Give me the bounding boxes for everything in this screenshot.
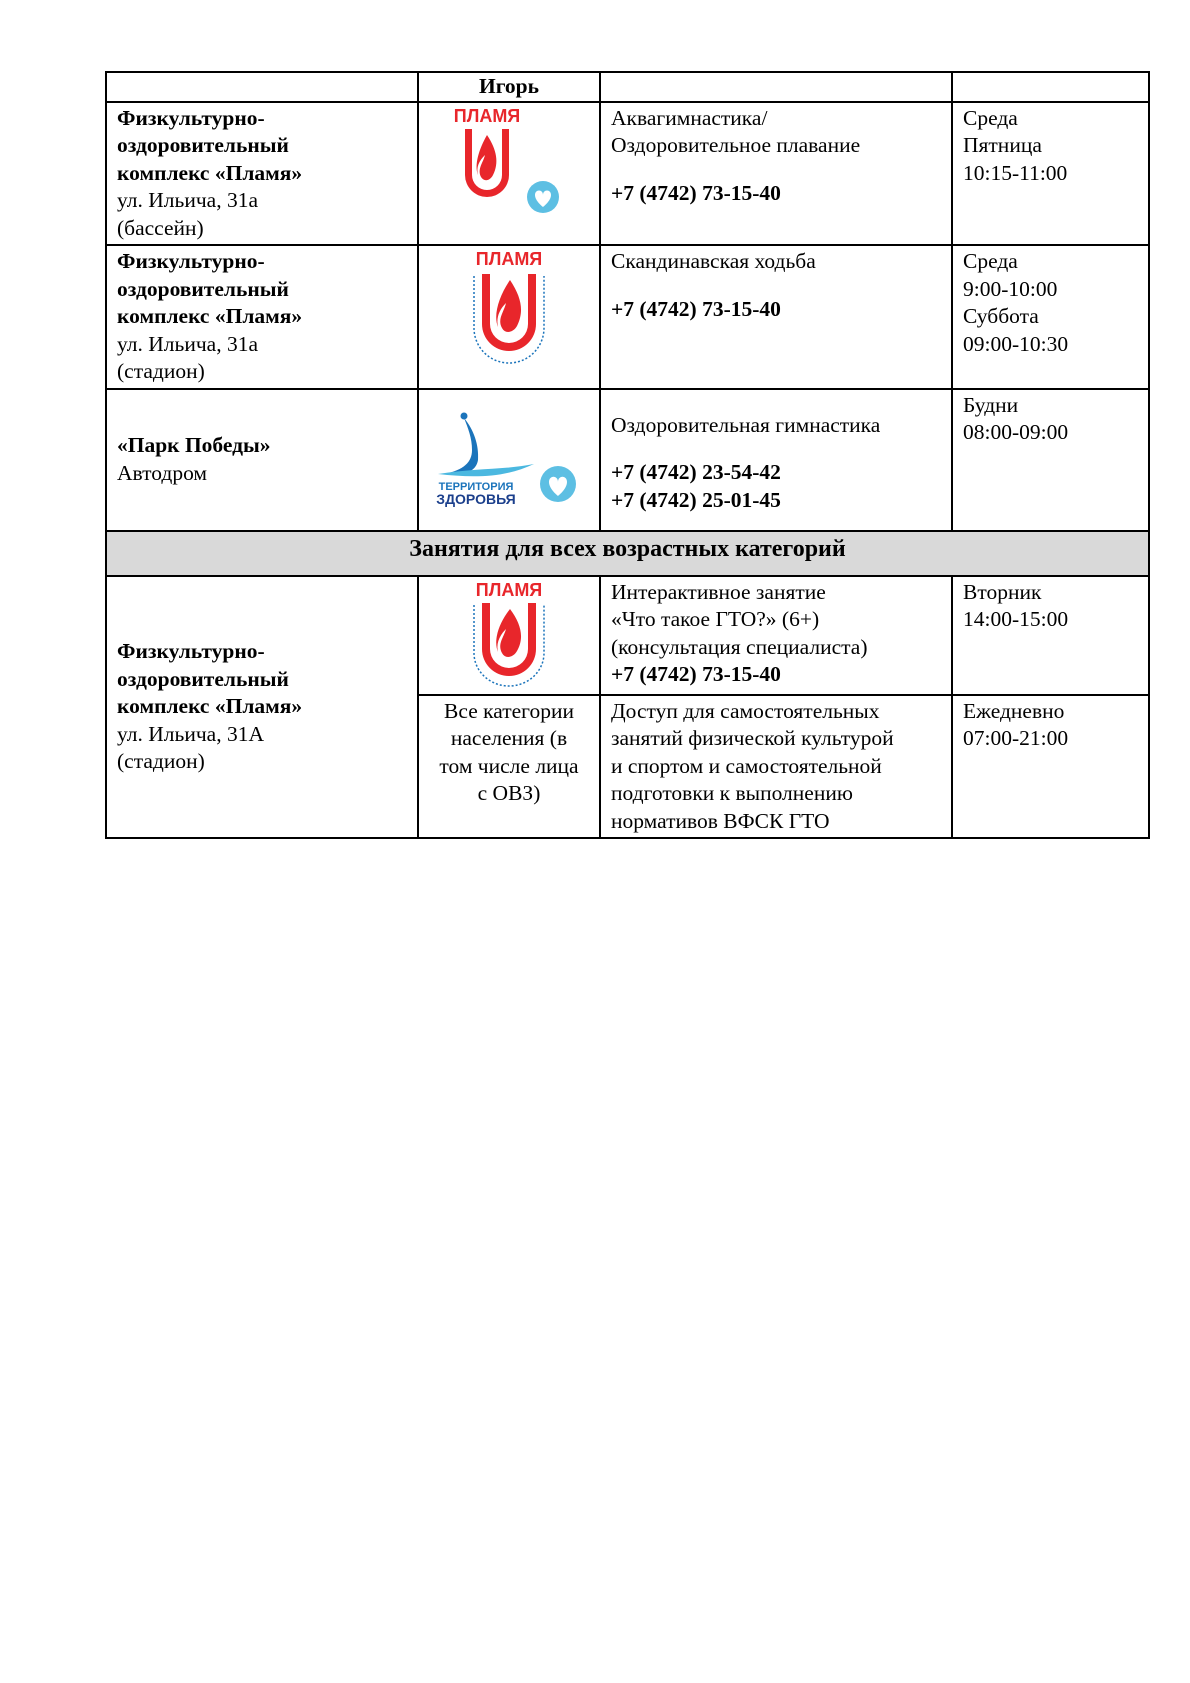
venue-cell (106, 389, 418, 531)
schedule-line: 09:00-10:30 (963, 331, 1069, 356)
table-row (106, 102, 1149, 246)
venue-cell (106, 576, 418, 839)
schedule-cell (952, 695, 1149, 839)
audience-line: том числе лица (439, 753, 579, 778)
venue-cell (106, 245, 418, 389)
venue-name-line: Физкультурно- (117, 105, 265, 130)
schedule-cell (952, 576, 1149, 695)
activity-line: Оздоровительное плавание (611, 133, 861, 157)
schedule-line: 07:00-21:00 (963, 726, 1069, 750)
activity-cell (600, 102, 952, 246)
plamya-logo (464, 579, 554, 687)
activity-line: занятий физической культурой (611, 726, 894, 750)
table-row (106, 389, 1149, 531)
plamya-word: ПЛАМЯ (475, 249, 543, 269)
schedule-line: Пятница (963, 133, 1042, 157)
venue-address-line: ул. Ильича, 31а (117, 188, 258, 212)
schedule-cell (952, 389, 1149, 531)
flame-icon (477, 135, 497, 180)
venue-name-line: комплекс «Пламя» (117, 160, 303, 185)
schedule-line: 9:00-10:00 (963, 276, 1058, 301)
header-cell-organizer: Игорь (418, 72, 600, 102)
logo-cell (418, 102, 600, 246)
wave-shape (438, 464, 534, 476)
header-cell-schedule (952, 72, 1149, 102)
audience-line: населения (в (450, 726, 568, 750)
activity-line: Аквагимнастика/ (611, 105, 768, 130)
schedule-table (105, 71, 1150, 839)
spacer (611, 392, 941, 412)
schedule-line: 10:15-11:00 (963, 160, 1068, 185)
flame-icon (496, 280, 521, 332)
logo-cell (418, 245, 600, 389)
venue-name-line: «Парк Победы» (117, 433, 271, 457)
plamya-logo (464, 248, 554, 368)
table-row (106, 576, 1149, 695)
spacer (611, 276, 941, 296)
activity-line: нормативов ВФСК ГТО (611, 808, 830, 833)
schedule-line: Среда (963, 105, 1018, 130)
venue-address-line: ул. Ильича, 31А (117, 721, 264, 746)
audience-line: Все категории (444, 698, 574, 723)
schedule-cell (952, 245, 1149, 389)
territoriya-zdorovya-logo (434, 410, 584, 510)
venue-name-line: оздоровительный (117, 276, 289, 301)
section-row (106, 531, 1149, 576)
venue-address-line: (стадион) (117, 749, 205, 773)
spacer (611, 160, 941, 180)
schedule-cell (952, 102, 1149, 246)
table-row (106, 245, 1149, 389)
activity-cell (600, 576, 952, 695)
venue-address-line: Автодром (117, 460, 208, 485)
phone-number: +7 (4742) 25-01-45 (611, 487, 781, 512)
venue-name-line: Физкультурно- (117, 639, 265, 663)
activity-line: Оздоровительная гимнастика (611, 412, 881, 437)
plamya-word: ПЛАМЯ (475, 579, 543, 600)
activity-line: и спортом и самостоятельной (611, 753, 882, 778)
activity-line: подготовки к выполнению (611, 781, 853, 805)
venue-name-line: оздоровительный (117, 666, 289, 691)
activity-cell (600, 245, 952, 389)
venue-address-line: (бассейн) (117, 215, 204, 240)
schedule-line: Ежедневно (963, 698, 1065, 723)
plamya-logo (449, 105, 569, 225)
activity-line: «Что такое ГТО?» (6+) (611, 607, 820, 631)
venue-address-line: ул. Ильича, 31а (117, 331, 258, 356)
activity-line: Доступ для самостоятельных (611, 698, 880, 723)
activity-cell (600, 389, 952, 531)
phone-number: +7 (4742) 73-15-40 (611, 662, 781, 686)
audience-line: с ОВЗ) (477, 781, 541, 805)
phone-number: +7 (4742) 23-54-42 (611, 460, 781, 484)
venue-name-line: Физкультурно- (117, 249, 265, 273)
venue-name-line: комплекс «Пламя» (117, 304, 303, 328)
schedule-line: Среда (963, 249, 1018, 273)
venue-cell (106, 102, 418, 246)
spacer (611, 439, 941, 459)
activity-line: Интерактивное занятие (611, 579, 826, 604)
header-cell-venue (106, 72, 418, 102)
schedule-line: Будни (963, 392, 1019, 417)
gymnast-head (461, 412, 468, 419)
logo-cell (418, 389, 600, 531)
venue-name-line: оздоровительный (117, 133, 289, 157)
activity-cell (600, 695, 952, 839)
plamya-word: ПЛАМЯ (453, 105, 521, 126)
logo-text-line: ТЕРРИТОРИЯ (438, 480, 514, 493)
flame-icon (496, 609, 521, 657)
schedule-line: 14:00-15:00 (963, 607, 1069, 631)
venue-address-line: (стадион) (117, 359, 205, 383)
phone-number: +7 (4742) 73-15-40 (611, 180, 781, 205)
phone-number: +7 (4742) 73-15-40 (611, 296, 781, 321)
activity-line: Скандинавская ходьба (611, 249, 816, 273)
activity-line: (консультация специалиста) (611, 634, 868, 659)
header-row (106, 72, 1149, 102)
venue-name-line: комплекс «Пламя» (117, 694, 303, 718)
audience-cell (418, 695, 600, 839)
schedule-line: Вторник (963, 579, 1042, 604)
section-title: Занятия для всех возрастных категорий (106, 531, 1149, 576)
logo-text-line: ЗДОРОВЬЯ (436, 490, 516, 507)
logo-cell (418, 576, 600, 695)
header-cell-activity (600, 72, 952, 102)
schedule-line: Суббота (963, 304, 1039, 328)
gymnast-figure-icon (444, 418, 478, 474)
schedule-line: 08:00-09:00 (963, 420, 1069, 444)
